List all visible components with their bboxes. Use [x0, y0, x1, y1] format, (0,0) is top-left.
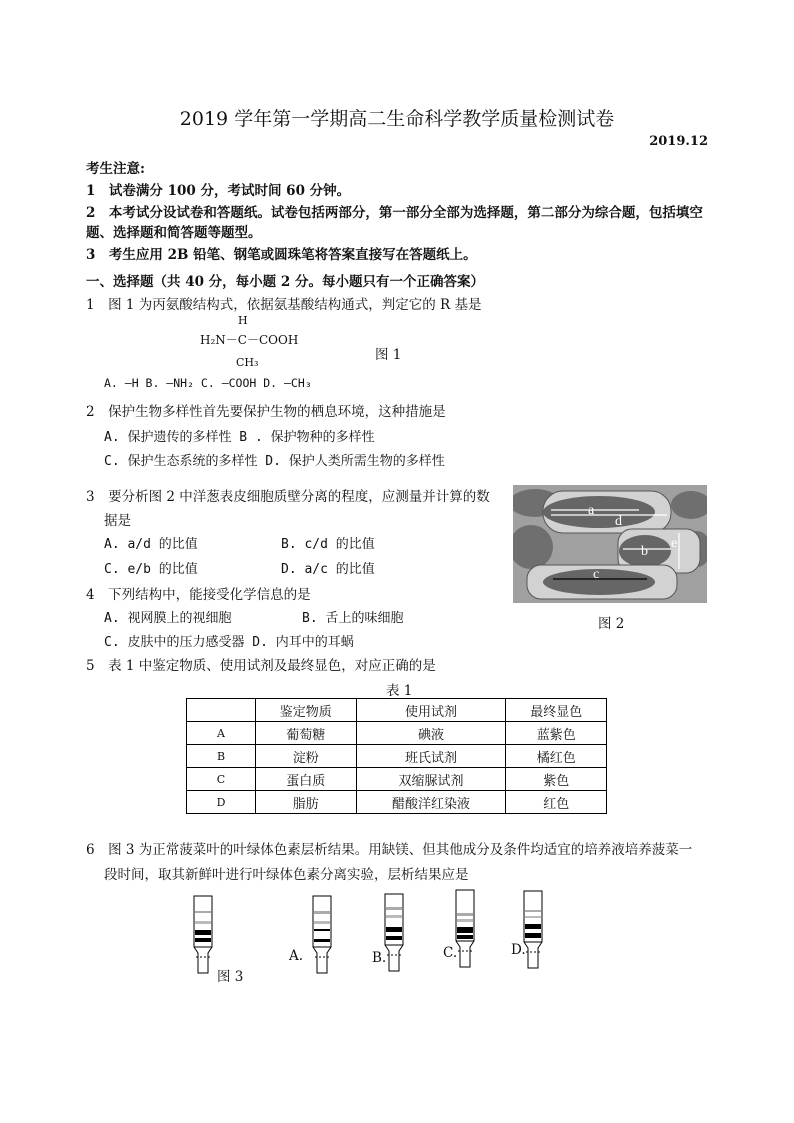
figure-2-label-e: e	[671, 536, 678, 551]
table-row	[187, 745, 607, 768]
table-cell: 红色	[506, 791, 607, 814]
table-row	[187, 722, 607, 745]
table-cell: 双缩脲试剂	[356, 768, 506, 791]
question-6-stem: 6 图 3 为正常菠菜叶的叶绿体色素层析结果。用缺镁、但其他成分及条件均适宜的培养液培养菠菜一	[86, 842, 693, 858]
table-cell: A	[187, 722, 256, 745]
notice-line-2-cont: 题、选择题和简答题等题型。	[86, 225, 262, 241]
formula-ch3: CH₃	[236, 356, 259, 369]
section-heading: 一、选择题（共 40 分，每小题 2 分。每小题只有一个正确答案）	[86, 274, 484, 290]
figure-1-label: 图 1	[375, 347, 402, 363]
table-1-title: 表 1	[386, 683, 413, 699]
formula-main: H₂N－C－COOH	[200, 333, 299, 347]
table-cell: B	[187, 745, 256, 768]
table-row	[187, 768, 607, 791]
table-cell: 蓝紫色	[506, 722, 607, 745]
table-header-row	[187, 699, 607, 722]
question-4-option-b: B. 舌上的味细胞	[302, 611, 404, 626]
table-cell: 橘红色	[506, 745, 607, 768]
option-b-label: B.	[372, 950, 387, 966]
table-cell: 碘液	[356, 722, 506, 745]
question-2-options-cd: C. 保护生态系统的多样性 D. 保护人类所需生物的多样性	[104, 454, 445, 469]
table-header-cell: 最终显色	[506, 699, 607, 722]
table-cell: 葡萄糖	[256, 722, 357, 745]
table-cell: D	[187, 791, 256, 814]
table-row	[187, 791, 607, 814]
question-4-option-a: A. 视网膜上的视细胞	[104, 611, 232, 626]
figure-2-label-b: b	[641, 544, 648, 559]
option-d-label: D.	[511, 942, 526, 958]
table-cell: 脂肪	[256, 791, 357, 814]
question-3-stem-cont: 据是	[104, 513, 131, 529]
notice-line-1: 1 试卷满分 100 分，考试时间 60 分钟。	[86, 183, 351, 199]
table-header-cell	[187, 699, 256, 722]
figure-2-label-a: a	[588, 503, 595, 518]
table-1	[186, 698, 607, 814]
question-3-option-c: C. e/b 的比值	[104, 562, 198, 577]
option-c-label: C.	[443, 945, 458, 961]
option-a-label: A.	[289, 948, 304, 964]
formula-h: H	[238, 314, 248, 327]
question-3-stem: 3 要分析图 2 中洋葱表皮细胞质壁分离的程度，应测量并计算的数	[86, 489, 490, 505]
figure-2-label-d: d	[615, 514, 622, 529]
question-1-stem: 1 图 1 为丙氨酸结构式，依据氨基酸结构通式，判定它的 R 基是	[86, 297, 482, 313]
figure-3-label: 图 3	[217, 969, 244, 985]
question-6-stem-cont: 段时间，取其新鲜叶进行叶绿体色素分离实验，层析结果应是	[104, 867, 469, 883]
figure-3-tube	[190, 895, 216, 975]
question-5-stem: 5 表 1 中鉴定物质、使用试剂及最终显色，对应正确的是	[86, 658, 436, 674]
table-header-cell: 鉴定物质	[256, 699, 357, 722]
exam-date: 2019.12	[649, 134, 708, 149]
figure-2-onion-cells	[513, 485, 707, 603]
figure-2-label-c: c	[593, 567, 600, 582]
question-2-options-ab: A. 保护遗传的多样性 B . 保护物种的多样性	[104, 430, 375, 445]
table-header-cell: 使用试剂	[356, 699, 506, 722]
question-2-stem: 2 保护生物多样性首先要保护生物的栖息环境，这种措施是	[86, 404, 446, 420]
table-cell: 班氏试剂	[356, 745, 506, 768]
option-a-tube	[309, 895, 335, 975]
table-cell: 淀粉	[256, 745, 357, 768]
table-cell: 紫色	[506, 768, 607, 791]
notice-line-2: 2 本考试分设试卷和答题纸。试卷包括两部分，第一部分全部为选择题，第二部分为综合题，包括填空	[86, 205, 703, 221]
question-4-stem: 4 下列结构中，能接受化学信息的是	[86, 587, 311, 603]
page-title: 2019 学年第一学期高二生命科学教学质量检测试卷	[179, 108, 615, 130]
notice-heading: 考生注意:	[86, 161, 145, 177]
figure-2-label: 图 2	[598, 616, 625, 632]
table-cell: 醋酸洋红染液	[356, 791, 506, 814]
question-4-options-cd: C. 皮肤中的压力感受器 D. 内耳中的耳蜗	[104, 635, 354, 650]
notice-line-3: 3 考生应用 2B 铅笔、钢笔或圆珠笔将答案直接写在答题纸上。	[86, 247, 477, 263]
table-cell: C	[187, 768, 256, 791]
table-cell: 蛋白质	[256, 768, 357, 791]
question-3-option-b: B. c/d 的比值	[281, 537, 375, 552]
question-3-option-a: A. a/d 的比值	[104, 537, 198, 552]
question-3-option-d: D. a/c 的比值	[281, 562, 375, 577]
option-d-tube	[520, 890, 546, 970]
question-1-options: A. –H B. –NH₂ C. –COOH D. –CH₃	[104, 376, 312, 390]
